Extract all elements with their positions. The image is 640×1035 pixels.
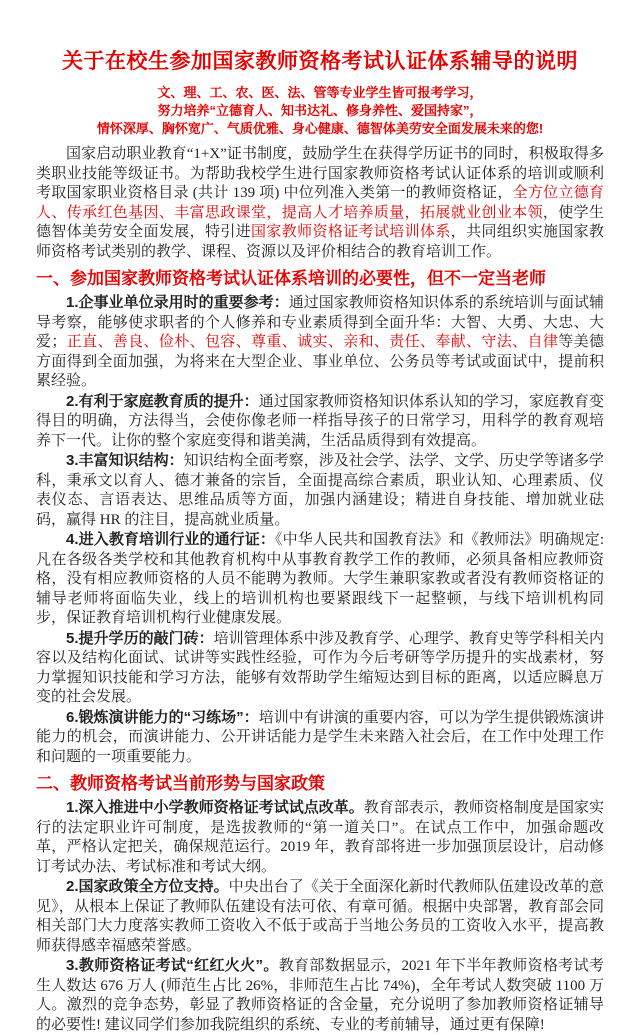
body-text: 教育部数据显示，2021 年下半年教师资格考试考生人数达 676 万人 (师范生占比 26%，非师范生占比 74%)，全年考试人数突破 1100 万人。激烈的竞争态势，彰显了教师资格证的含金量，充分说明了参加教师资格证辅导的必要性! 建议同学们参加我院组织的系统、专业的考前辅导，通过更有保障! xyxy=(36,958,604,1033)
item-lead: 5.提升学历的敲门砖： xyxy=(66,629,214,647)
section-heading-2: 二、教师资格考试当前形势与国家政策 xyxy=(36,774,325,793)
item-lead: 2.有利于家庭教育质的提升： xyxy=(66,392,259,410)
subtitle-line-1: 文、理、工、农、医、法、管等专业学生皆可报考学习， xyxy=(157,85,483,100)
doc-subtitle xyxy=(36,84,604,138)
item-lead: 3.教师资格证考试“红红火火”。 xyxy=(66,957,279,974)
section-1-item-4 xyxy=(36,530,604,629)
subtitle-line-2: 努力培养“立德育人、知书达礼、修身养性、爱国持家”， xyxy=(157,103,483,118)
section-1-item-3 xyxy=(36,451,604,530)
item-lead: 1.企事业单位录用时的重要参考： xyxy=(66,294,289,311)
body-text: 国家启动职业教育“1+X”证书制度，鼓励学生在获得学历证书的同时，积极取得多类职业技能等级证书。为帮助我校学生进行国家教师资格考试认证体系的培训或顺利考取国家职业资格目录 (共计 139 项) 中位列准入类第一的教师资格证， xyxy=(36,146,604,201)
highlight-text: 全方位立德育人、传承红色基因、丰富思政课堂，提高人才培养质量，拓展就业创业本领 xyxy=(36,185,604,221)
section-1-item-1 xyxy=(36,293,604,392)
item-lead: 3.丰富知识结构： xyxy=(66,452,184,469)
subtitle-line-3: 情怀深厚、胸怀宽广、气质优雅、身心健康、德智体美劳安全面发展未来的您! xyxy=(96,121,544,136)
section-1-item-2 xyxy=(36,392,604,452)
body-text: 知识结构全面考察，涉及社会学、法学、文学、历史学等诸多学科，秉承文以育人、德才兼备的宗旨，全面提高综合素质，职业认知、心理素质、仪表仪态、言语表达、思维品质等方面，加强内涵建设；精进自身技能、增加就业砝码，赢得 HR 的注目，提高就业质量。 xyxy=(36,453,604,528)
item-lead: 1.深入推进中小学教师资格证考试试点改革。 xyxy=(66,799,364,816)
item-lead: 4.进入教育培训行业的通行证： xyxy=(66,531,275,548)
section-1-item-5 xyxy=(36,629,604,708)
highlight-text: 正直、善良、俭朴、包容、尊重、诚实、亲和、责任、奉献、守法、自律 xyxy=(66,334,559,350)
body-text: 等美德方面得到全面加强，为将来在大型企业、事业单位、公务员等考试或面试中，提前积累经验。 xyxy=(36,334,604,389)
body-text: 培训管理体系中涉及教育学、心理学、教育史等学科相关内容以及结构化面试、试讲等实践性经验，可作为今后考研等学历提升的实战素材，努力掌握知识技能和学习方法，能够有效帮助学生缩短达到目标的距离，以适应瞬息万变的社会发展。 xyxy=(36,630,604,705)
section-2-item-2 xyxy=(36,877,604,956)
body-text: 教育部表示，教师资格制度是国家实行的法定职业许可制度，是选拔教师的“第一道关口”。在试点工作中，加强命题改革，严格认定把关，确保规范运行。2019 年，教育部将进一步加强顶层设计，启动修订考试办法、考试标准和考试大纲。 xyxy=(36,800,604,875)
body-text: 通过国家教师资格知识体系认知的学习，家庭教育变得目的明确，方法得当，会使你像老师一样指导孩子的日常学习，用科学的教育观培养下一代。让你的整个家庭变得和谐美满，生活品质得到有效提高。 xyxy=(36,393,604,449)
item-lead: 2.国家政策全方位支持。 xyxy=(66,878,229,895)
body-text: 《中华人民共和国教育法》和《教师法》明确规定:凡在各级各类学校和其他教育机构中从事教育教学工作的教师，必须具备相应教师资格，没有相应教师资格的人员不能聘为教师。大学生兼职家教或者没有教师资格证的辅导老师将面临失业，线上的培训机构也要紧跟线下一起整顿，与线下培训机构同步，保证教育培训机构行业健康发展。 xyxy=(36,532,604,626)
body-text: ，共同组织实施国家教师资格考试类别的教学、课程、资源以及评价相结合的教育培训工作。 xyxy=(36,224,604,260)
section-1-item-6 xyxy=(36,708,604,768)
sections-container xyxy=(36,268,604,1035)
intro-paragraph xyxy=(36,145,604,262)
section-heading-1: 一、参加国家教师资格考试认证体系培训的必要性，但不一定当老师 xyxy=(36,269,546,288)
section-2-item-3 xyxy=(36,956,604,1035)
item-lead: 6.锻炼演讲能力的“习练场”： xyxy=(66,708,259,726)
body-text: 通过国家教师资格知识体系的系统培训与面试辅导考察，能够使求职者的个人修养和专业素质得到全面升华：大智、大勇、大忠、大爱； xyxy=(36,295,604,350)
section-2-item-1 xyxy=(36,798,604,877)
body-text: 培训中有讲演的重要内容，可以为学生提供锻炼演讲能力的机会，而演讲能力、公开讲话能力是学生未来踏入社会后，在工作中处理工作和问题的一项重要能力。 xyxy=(36,709,604,765)
doc-title: 关于在校生参加国家教师资格考试认证体系辅导的说明 xyxy=(62,50,578,73)
body-text: 中央出台了《关于全面深化新时代教师队伍建设改革的意见》，从根本上保证了教师队伍建设有法可依、有章可循。根据中央部署，教育部会同相关部门大力度落实教师工资收入不低于或高于当地公务员的工资收入水平，提高教师获得感幸福感荣誉感。 xyxy=(36,879,604,954)
body-text: ，使学生德智体美劳安全面发展，特引进 xyxy=(36,204,604,240)
highlight-text: 国家教师资格证考试培训体系 xyxy=(251,224,451,240)
